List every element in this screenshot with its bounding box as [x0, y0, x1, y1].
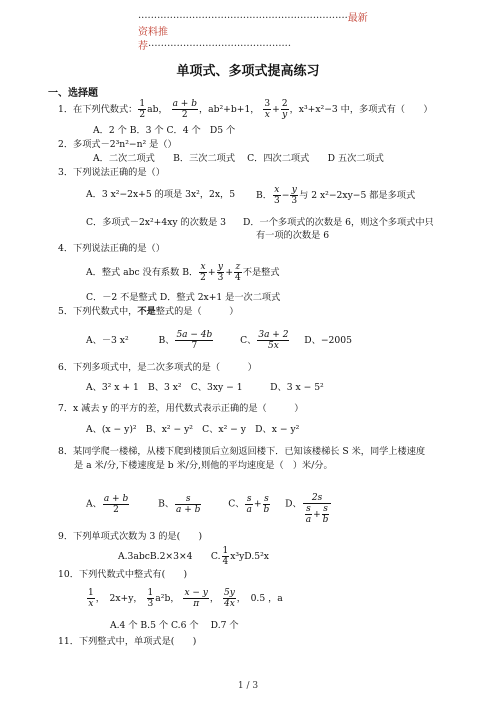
question-8-cont: 是 a 米/分,下楼速度是 b 米/分,则他的平均速度是（ ）米/分。 [74, 460, 333, 471]
fraction: $\frac{1}{4}$ [222, 546, 229, 567]
q1-options: A．2 个 B．3 个 C．4 个 D5 个 [93, 125, 236, 136]
emphasis-text: 不是 [137, 306, 156, 317]
fraction: $\frac{y}{3}$ [291, 185, 298, 206]
fraction: $\frac{3a + 2}{5x}$ [258, 330, 289, 351]
fraction: $\frac{s}{a}$ [246, 493, 252, 515]
q3-option-a: A．3 x²−2x+5 的项是 3x²，2x，5 [86, 189, 236, 200]
question-11: 11．下列整式中，单项式是( ) [58, 636, 197, 647]
q4-options-ab: A．整式 abc 没有系数 B． $\frac{x}{2}$ + $\frac{y}{3}$ + $\frac{z}{4}$ 不是整式 [86, 262, 280, 283]
page-title: 单项式、多项式提高练习 [176, 64, 320, 79]
q7-options: A、(x − y)² B、x² − y² C、x² − y D、x − y² [86, 424, 300, 435]
fraction: $\frac{x}{2}$ [200, 262, 206, 283]
fraction: $\frac{a + b}{2}$ [172, 99, 197, 120]
question-5: 5．下列代数式中，不是整式的是（ ） [58, 306, 239, 317]
question-3: 3．下列说法正确的是（） [58, 167, 165, 178]
fraction: $\frac{1}{x}$ [88, 588, 94, 609]
compound-fraction: 2s $\frac{s}{a}$ + $\frac{s}{b}$ [303, 493, 332, 525]
fraction: $\frac{3}{x}$ [264, 99, 271, 120]
question-9: 9．下列单项式次数为 3 的是( ) [58, 531, 203, 542]
question-4: 4．下列说法正确的是（） [58, 243, 165, 254]
question-10: 10．下列代数式中整式有( ) [58, 569, 188, 580]
q8-options: A、 $\frac{a + b}{2}$ B、 $\frac{s}{a + b}$ C、 $\frac{s}{a}$ + $\frac{s}{b}$ D、 2s $\frac{s}{a}$ + $\frac{s}{b}$ [86, 483, 332, 525]
fraction: $\frac{s}{b}$ [263, 493, 270, 515]
question-6: 6．下列多项式中，是二次多项式的是（ ） [58, 362, 257, 373]
q3-option-d: D．一个多项式的次数是 6，则这个多项式中只 [243, 217, 434, 228]
fraction: $\frac{s}{a}$ [305, 504, 312, 525]
q4-options-cd: C．－2 不是整式 D．整式 2x+1 是一次二项式 [86, 292, 281, 303]
header-band [138, 12, 368, 54]
question-2: 2．多项式－2³n²−n² 是（） [58, 139, 177, 150]
page-number: 1 / 3 [237, 681, 259, 691]
fraction: $\frac{s}{a + b}$ [176, 493, 201, 515]
header-label: 最新资料推 [138, 13, 368, 38]
q1-prefix: 1．在下列代数式： [58, 104, 138, 115]
header-dots-top: ·································································· [138, 13, 348, 24]
header-dots-bottom: ············································· [148, 41, 292, 52]
fraction: $\frac{s}{b}$ [322, 504, 329, 525]
q3-option-b: B． $\frac{x}{3}$ − $\frac{y}{3}$ 与 2 x²−2xy−5 都是多项式 [256, 185, 416, 206]
section-heading: 一、选择题 [48, 88, 98, 99]
fraction: $\frac{1}{3}$ [147, 588, 154, 609]
fraction: $\frac{5y}{4x}$ [223, 588, 235, 609]
question-8: 8．某同学爬一楼梯，从楼下爬到楼顶后立刻返回楼下．已知该楼梯长 S 米，同学上楼速度 [58, 446, 426, 457]
q9-options: A.3abcB.2×3×4 C. $\frac{1}{4}$ x³yD.5²x [118, 546, 269, 567]
q10-options: A.4 个 B.5 个 C.6 个 D.7 个 [110, 620, 239, 631]
q3-option-c: C．多项式－2x²+4xy 的次数是 3 [86, 217, 227, 228]
fraction: $\frac{1}{2}$ [139, 99, 146, 120]
q10-expressions: $\frac{1}{x}$ ， 2x+y， $\frac{1}{3}$ a²b， $\frac{x - y}{\pi}$ ， $\frac{5y}{4x}$ ， 0.5 ，a [88, 588, 283, 609]
fraction: $\frac{5a - 4b}{7}$ [176, 330, 213, 351]
q6-options: A、3² x + 1 B、3 x² C、3xy − 1 D、3 x − 5² [86, 382, 324, 393]
q5-options: A、－3 x² B、 $\frac{5a - 4b}{7}$ C、 $\frac{3a + 2}{5x}$ D、−2005 [86, 330, 352, 351]
fraction: $\frac{x}{3}$ [273, 185, 280, 206]
fraction: $\frac{a + b}{2}$ [103, 493, 129, 515]
fraction: $\frac{x - y}{\pi}$ [184, 588, 208, 609]
q2-options: A．二次二项式 B．三次二项式 C．四次二项式 D 五次二项式 [93, 153, 384, 164]
header-label-end: 荐 [138, 41, 148, 52]
fraction: $\frac{z}{4}$ [235, 262, 241, 283]
fraction: $\frac{2}{y}$ [281, 99, 288, 120]
question-7: 7．x 减去 y 的平方的差，用代数式表示正确的是（ ） [58, 403, 304, 414]
question-1: 1．在下列代数式： $\frac{1}{2}$ ab， $\frac{a + b}{2}$ ，ab²+b+1， $\frac{3}{x}$ + $\frac{2}{y}$ ，x³+x²−3 中，多项式有（ ） [58, 99, 433, 120]
fraction: $\frac{y}{3}$ [217, 262, 224, 283]
q3-option-d-cont: 有一项的次数是 6 [256, 230, 330, 241]
